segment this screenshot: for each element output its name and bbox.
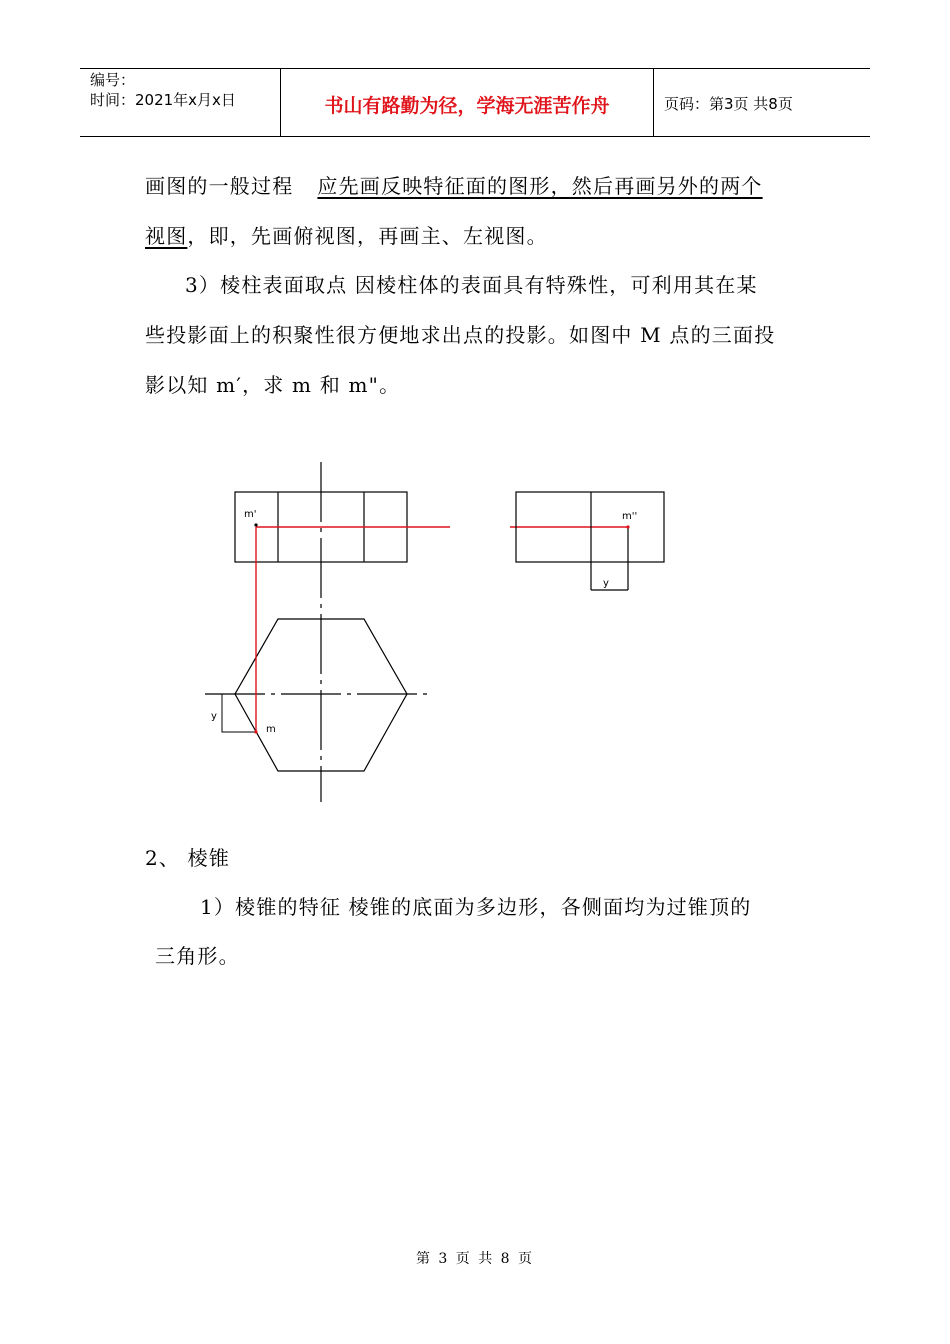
number-label: 编号： bbox=[90, 71, 136, 89]
paragraph-line bbox=[145, 224, 548, 248]
paragraph-line: 三角形。 bbox=[155, 944, 240, 968]
page-header bbox=[80, 68, 870, 137]
page-label: 页码：第3页 共8页 bbox=[664, 95, 793, 113]
underlined-text: 应先画反映特征面的图形，然后再画另外的两个 bbox=[317, 174, 763, 198]
point-m-double-prime bbox=[626, 525, 629, 528]
label-y-side: y bbox=[603, 578, 609, 589]
label-m-double-prime: m'' bbox=[622, 511, 638, 522]
header-meta-cell bbox=[80, 69, 281, 136]
paragraph-line: 影以知 m′，求 m 和 m"。 bbox=[145, 373, 401, 397]
point-m bbox=[254, 730, 257, 733]
side-view-diagram bbox=[510, 485, 675, 600]
section-heading: 2、 棱锥 bbox=[145, 846, 231, 870]
paragraph-line: 3）棱柱表面取点 因棱柱体的表面具有特殊性，可利用其在某 bbox=[185, 273, 758, 297]
paragraph-line bbox=[145, 174, 763, 198]
label-m: m bbox=[266, 724, 276, 735]
label-y: y bbox=[211, 711, 217, 722]
header-page-cell bbox=[654, 69, 870, 136]
text-run: 画图的一般过程 bbox=[145, 174, 294, 198]
underlined-text: 视图 bbox=[145, 224, 188, 248]
date-label: 时间：2021年x月x日 bbox=[90, 91, 236, 109]
header-motto-cell bbox=[281, 69, 654, 136]
y-dimension-box bbox=[222, 694, 256, 732]
page-footer: 第 3 页 共 8 页 bbox=[415, 1251, 535, 1267]
point-m-prime bbox=[254, 523, 257, 526]
paragraph-line: 1）棱锥的特征 棱锥的底面为多边形，各侧面均为过锥顶的 bbox=[200, 895, 752, 919]
text-run: ，即，先画俯视图，再画主、左视图。 bbox=[187, 224, 548, 248]
prism-projection-diagram bbox=[190, 455, 450, 810]
paragraph-line: 些投影面上的积聚性很方便地求出点的投影。如图中 M 点的三面投 bbox=[145, 323, 776, 347]
motto-text: 书山有路勤为径，学海无涯苦作舟 bbox=[324, 95, 610, 117]
label-m-prime: m' bbox=[244, 509, 257, 520]
